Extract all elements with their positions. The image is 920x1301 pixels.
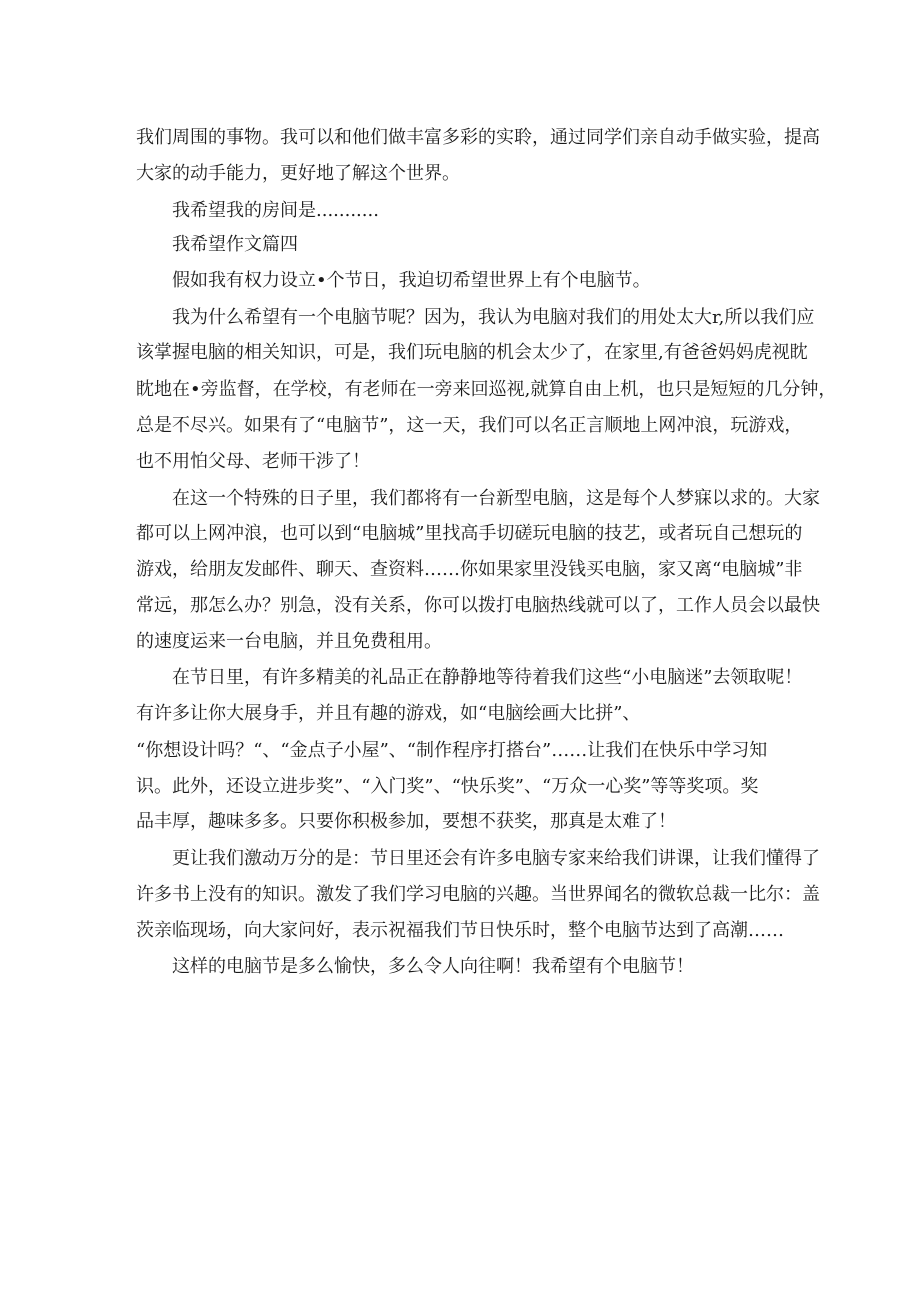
text-line: 有许多让你大展身手，并且有趣的游戏，如“电脑绘画大比拼”、 (136, 703, 641, 724)
text-line: 品丰厚，趣味多多。只要你积极参加，要想不获奖，那真是太难了！ (136, 811, 676, 832)
section-heading: 我希望作文篇四 (172, 234, 298, 255)
text-line: 大家的动手能力，更好地了解这个世界。 (136, 163, 460, 184)
text-line: 常远，那怎么办？别急，没有关系，你可以拨打电脑热线就可以了，工作人员会以最快 (136, 595, 820, 616)
text-line: 茨亲临现场，向大家问好，表示祝福我们节日快乐时，整个电脑节达到了高潮…… (136, 920, 784, 941)
text-line: 在节日里，有许多精美的礼品正在静静地等待着我们这些“小电脑迷”去领取呢！ (172, 667, 803, 688)
text-line: 假如我有权力设立•个节日，我迫切希望世界上有个电脑节。 (172, 270, 651, 291)
text-line: 总是不尽兴。如果有了“电脑节”，这一天，我们可以名正言顺地上网冲浪，玩游戏， (136, 415, 803, 436)
text-line: 的速度运来一台电脑，并且免费租用。 (136, 631, 442, 652)
text-line: “你想设计吗？“、“金点子小屋”、“制作程序打搭台”……让我们在快乐中学习知 (136, 740, 768, 761)
text-line: 在这一个特殊的日子里，我们都将有一台新型电脑，这是每个人梦寐以求的。大家 (172, 488, 820, 509)
text-line: 都可以上网冲浪，也可以到“电脑城”里找高手切磋玩电脑的技艺，或者玩自己想玩的 (136, 523, 803, 544)
text-line: 游戏，给朋友发邮件、聊天、查资料……你如果家里没钱买电脑，家又离“电脑城”非 (136, 559, 803, 580)
text-line: 我们周围的事物。我可以和他们做丰富多彩的实聆，通过同学们亲自动手做实验，提高 (136, 127, 820, 148)
text-line: 我为什么希望有一个电脑节呢？因为，我认为电脑对我们的用处太大r,所以我们应 (172, 307, 815, 328)
text-line: 识。此外，还设立进步奖”、“入门奖”、“快乐奖”、“万众一心奖”等等奖项。奖 (136, 776, 759, 797)
text-line: 也不用怕父母、老师干涉了！ (136, 451, 370, 472)
text-line: 眈地在•旁监督，在学校，有老师在一旁来回巡视,就算自由上机，也只是短短的几分钟， (136, 379, 837, 400)
text-line: 这样的电脑节是多么愉快，多么令人向往啊！我希望有个电脑节！ (172, 956, 694, 977)
text-line: 许多书上没有的知识。激发了我们学习电脑的兴趣。当世界闻名的微软总裁一比尔：盖 (136, 884, 820, 905)
text-line: 该掌握电脑的相关知识，可是，我们玩电脑的机会太少了，在家里,有爸爸妈妈虎视眈 (136, 342, 808, 363)
text-line: 更让我们激动万分的是：节日里还会有许多电脑专家来给我们讲课，让我们懂得了 (172, 848, 820, 869)
text-line: 我希望我的房间是........... (172, 200, 379, 221)
